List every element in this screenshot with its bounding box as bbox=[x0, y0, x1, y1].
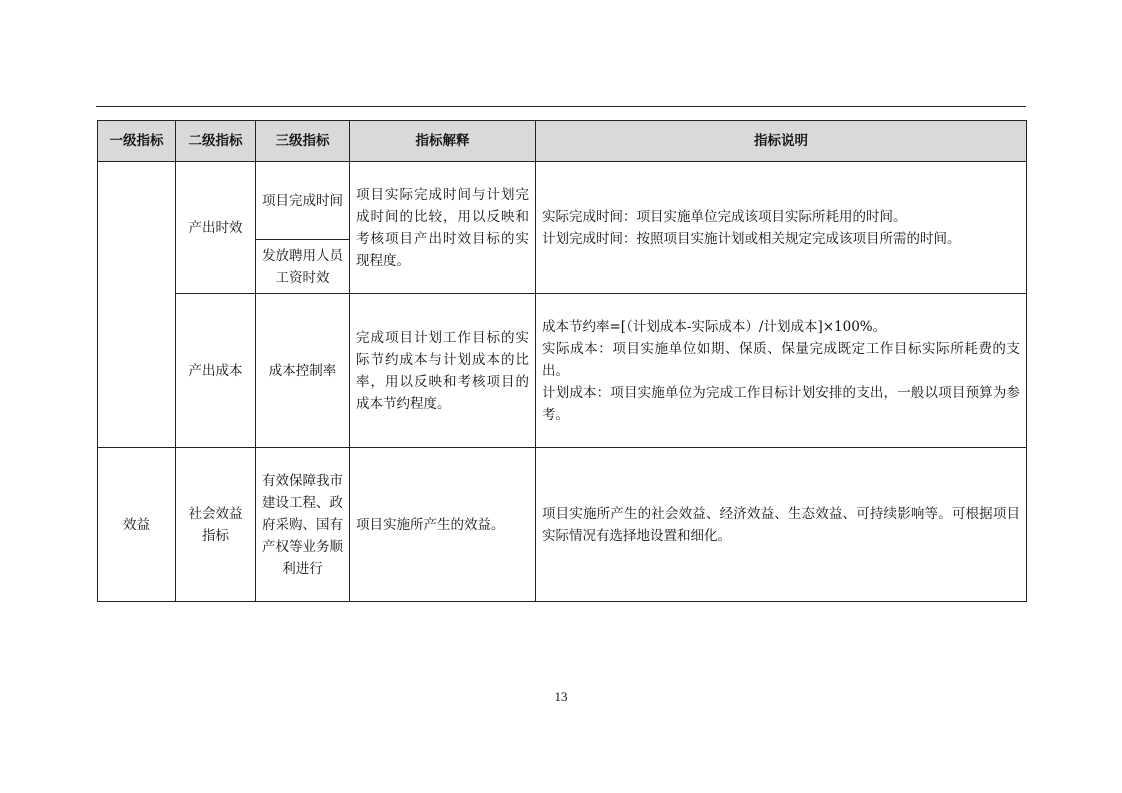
level3-social-benefit: 有效保障我市建设工程、政府采购、国有产权等业务顺利进行 bbox=[256, 448, 350, 602]
table-row bbox=[98, 162, 1027, 240]
header-explanation: 指标解释 bbox=[350, 121, 536, 162]
header-level3: 三级指标 bbox=[256, 121, 350, 162]
description-timeliness bbox=[536, 162, 1027, 294]
level1-cell-empty bbox=[98, 162, 176, 448]
description-benefit: 项目实施所产生的社会效益、经济效益、生态效益、可持续影响等。可根据项目实际情况有选择地设置和细化。 bbox=[536, 448, 1027, 602]
description-cost bbox=[536, 294, 1027, 448]
description-line: 实际成本：项目实施单位如期、保质、保量完成既定工作目标实际所耗费的支出。 bbox=[542, 340, 1020, 379]
page-number: 13 bbox=[554, 689, 568, 704]
table-row bbox=[98, 448, 1027, 602]
explanation-cost: 完成项目计划工作目标的实际节约成本与计划成本的比率，用以反映和考核项目的成本节约程度。 bbox=[350, 294, 536, 448]
level2-timeliness: 产出时效 bbox=[176, 162, 256, 294]
explanation-timeliness: 项目实际完成时间与计划完成时间的比较，用以反映和考核项目产出时效目标的实现程度。 bbox=[350, 162, 536, 294]
level3-salary-timeliness: 发放聘用人员工资时效 bbox=[256, 240, 350, 294]
table-header-row bbox=[98, 121, 1027, 162]
level2-social-benefit: 社会效益指标 bbox=[176, 448, 256, 602]
description-line: 计划完成时间：按照项目实施计划或相关规定完成该项目所需的时间。 bbox=[542, 230, 961, 247]
indicator-table bbox=[97, 120, 1027, 602]
table-row bbox=[98, 294, 1027, 448]
description-line: 成本节约率=[（计划成本-实际成本）/计划成本]×100%。 bbox=[542, 318, 887, 335]
level2-cost: 产出成本 bbox=[176, 294, 256, 448]
header-description: 指标说明 bbox=[536, 121, 1027, 162]
explanation-benefit: 项目实施所产生的效益。 bbox=[350, 448, 536, 602]
description-line: 实际完成时间：项目实施单位完成该项目实际所耗用的时间。 bbox=[542, 208, 907, 225]
level1-benefit: 效益 bbox=[98, 448, 176, 602]
description-line: 计划成本：项目实施单位为完成工作目标计划安排的支出，一般以项目预算为参考。 bbox=[542, 384, 1020, 423]
header-level2: 二级指标 bbox=[176, 121, 256, 162]
header-level1: 一级指标 bbox=[98, 121, 176, 162]
level3-cost-control: 成本控制率 bbox=[256, 294, 350, 448]
header-rule bbox=[96, 106, 1026, 107]
level3-completion-time: 项目完成时间 bbox=[256, 162, 350, 240]
